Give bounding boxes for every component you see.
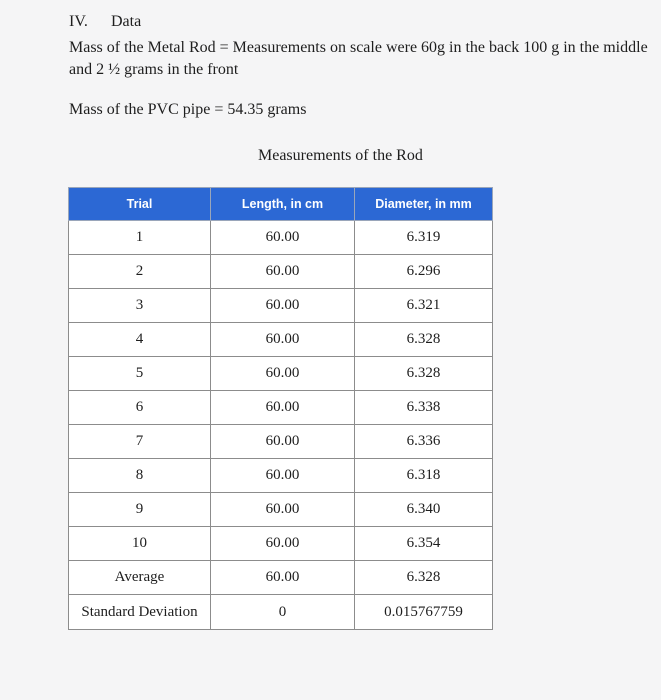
trial-cell: 7 [69,425,211,459]
diameter-cell: 6.296 [355,255,493,289]
length-cell: 60.00 [211,323,355,357]
section-title: Data [111,13,142,30]
trial-cell: 4 [69,323,211,357]
table-row [69,425,493,459]
diameter-cell: 6.319 [355,221,493,255]
table-row [69,289,493,323]
table-row [69,391,493,425]
length-cell: 60.00 [211,425,355,459]
average-length: 60.00 [211,561,355,595]
length-cell: 60.00 [211,357,355,391]
length-cell: 60.00 [211,221,355,255]
table-row [69,459,493,493]
length-cell: 60.00 [211,493,355,527]
table-row [69,357,493,391]
table-row [69,255,493,289]
table-row [69,527,493,561]
table-row [69,493,493,527]
table-row [69,323,493,357]
header-diameter: Diameter, in mm [355,188,493,221]
diameter-cell: 6.318 [355,459,493,493]
length-cell: 60.00 [211,459,355,493]
trial-cell: 5 [69,357,211,391]
diameter-cell: 6.338 [355,391,493,425]
header-trial: Trial [69,188,211,221]
section-heading [69,12,141,32]
metal-rod-mass-text: Mass of the Metal Rod = Measurements on scale were 60g in the back 100 g in the middle and 2 ½ grams in the front [69,39,648,78]
table-row-standard-deviation [69,595,493,630]
table-header-row [69,188,493,221]
table-row [69,221,493,255]
trial-cell: 10 [69,527,211,561]
trial-cell: 2 [69,255,211,289]
diameter-cell: 6.336 [355,425,493,459]
diameter-cell: 6.321 [355,289,493,323]
header-length: Length, in cm [211,188,355,221]
section-number: IV. [69,13,88,30]
pvc-pipe-mass-text: Mass of the PVC pipe = 54.35 grams [69,101,307,118]
trial-cell: 9 [69,493,211,527]
diameter-cell: 6.340 [355,493,493,527]
length-cell: 60.00 [211,527,355,561]
diameter-cell: 6.328 [355,357,493,391]
standard-deviation-length: 0 [211,595,355,630]
length-cell: 60.00 [211,289,355,323]
trial-cell: 6 [69,391,211,425]
average-diameter: 6.328 [355,561,493,595]
trial-cell: 8 [69,459,211,493]
trial-cell: 3 [69,289,211,323]
table-row-average [69,561,493,595]
average-label: Average [69,561,211,595]
length-cell: 60.00 [211,391,355,425]
trial-cell: 1 [69,221,211,255]
diameter-cell: 6.354 [355,527,493,561]
measurements-table [68,187,493,630]
table-caption: Measurements of the Rod [258,147,423,164]
diameter-cell: 6.328 [355,323,493,357]
length-cell: 60.00 [211,255,355,289]
standard-deviation-diameter: 0.015767759 [355,595,493,630]
standard-deviation-label: Standard Deviation [69,595,211,630]
